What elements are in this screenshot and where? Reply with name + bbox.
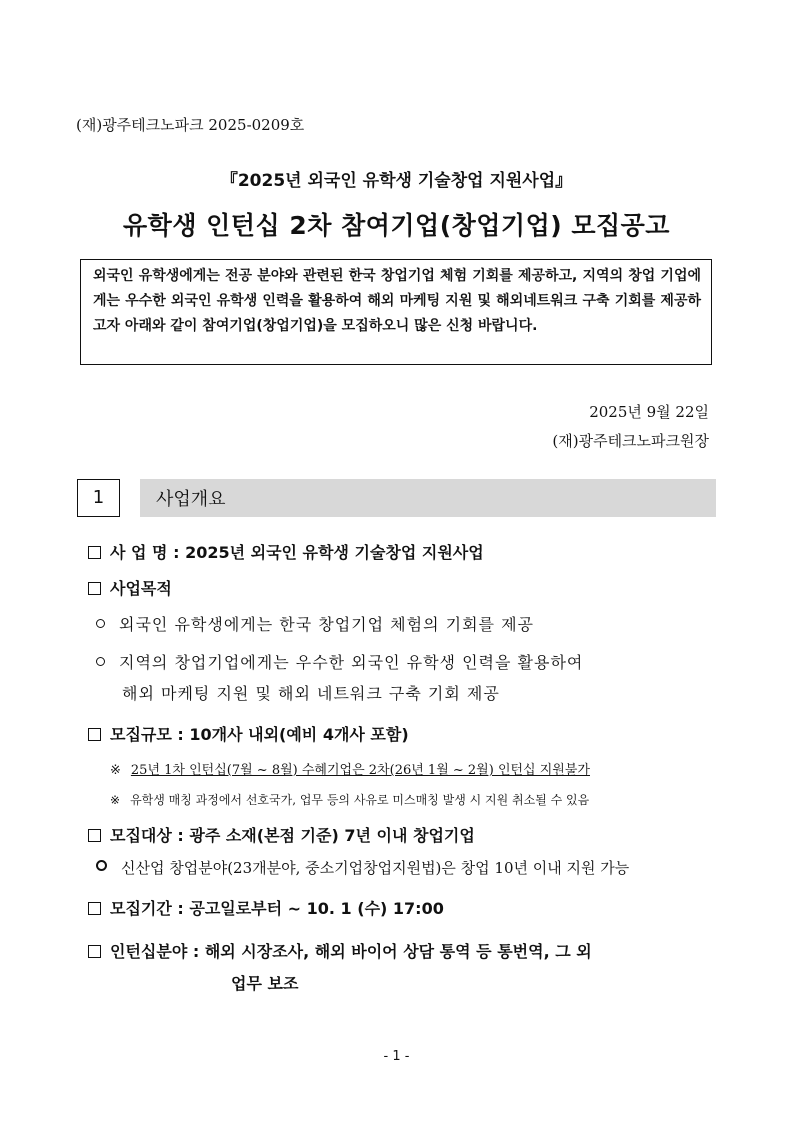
scale-note-1: ※ 25년 1차 인턴십(7월 ~ 8월) 수혜기업은 2차(26년 1월 ~ 2월) 인턴십 지원불가 [110,763,590,778]
bullet-circle-icon [96,619,105,628]
internship-cont: 업무 보조 [231,974,299,993]
intro-box: 외국인 유학생에게는 전공 분야와 관련된 한국 창업기업 체험 기회를 제공하고, 지역의 창업 기업에게는 우수한 외국인 유학생 인력을 활용하여 해외 마케팅 지원 및 해외네트워크 구축 기회를 제공하고자 아래와 같이 참여기업(창업기업)을 모집하오니 많은 신청 바랍니다. [80,259,712,365]
item-target: 모집대상 : 광주 소재(본점 기준) 7년 이내 창업기업 [88,823,475,846]
item-business-name [88,540,484,563]
page-number: - 1 - [383,1049,410,1064]
purpose-item-1: 외국인 유학생에게는 한국 창업기업 체험의 기회를 제공 [96,612,534,635]
item-purpose [88,576,172,599]
document-number: (재)광주테크노파크 2025-0209호 [76,116,305,134]
target-detail: 신산업 창업분야(23개분야, 중소기업창업지원법)은 창업 10년 이내 지원 가능 [96,857,629,878]
bullet-circle-icon [96,657,105,666]
section-number: 1 [77,479,120,517]
checkbox-square-icon [88,829,101,842]
item-internship: 인턴십분야 : 해외 시장조사, 해외 바이어 상담 통역 등 통번역, 그 외 [88,939,592,962]
checkbox-square-icon [88,546,101,559]
checkbox-square-icon [88,902,101,915]
purpose-label: 사업목적 [110,579,172,598]
business-name-value: 2025년 외국인 유학생 기술창업 지원사업 [185,543,484,562]
checkbox-square-icon [88,945,101,958]
project-title: 『2025년 외국인 유학생 기술창업 지원사업』 [220,171,573,191]
business-name-label: 사 업 명 : [110,543,180,562]
section-header-bar [140,479,716,517]
item-scale: 모집규모 : 10개사 내외(예비 4개사 포함) [88,722,409,745]
bullet-circle-icon [96,860,107,871]
checkbox-square-icon [88,582,101,595]
purpose-item-2-cont: 해외 마케팅 지원 및 해외 네트워크 구축 기회 제공 [122,684,500,703]
issue-date: 2025년 9월 22일 [589,403,709,421]
purpose-item-2: 지역의 창업기업에게는 우수한 외국인 유학생 인력을 활용하여 [96,650,583,673]
issuer-name: (재)광주테크노파크원장 [552,432,709,450]
scale-note-2: ※ 유학생 매칭 과정에서 선호국가, 업무 등의 사유로 미스매칭 발생 시 지원 취소될 수 있음 [110,793,590,807]
page-title: 유학생 인턴십 2차 참여기업(창업기업) 모집공고 [123,211,670,240]
section-title: 사업개요 [156,489,226,510]
checkbox-square-icon [88,728,101,741]
item-period: 모집기간 : 공고일로부터 ~ 10. 1 (수) 17:00 [88,896,444,919]
